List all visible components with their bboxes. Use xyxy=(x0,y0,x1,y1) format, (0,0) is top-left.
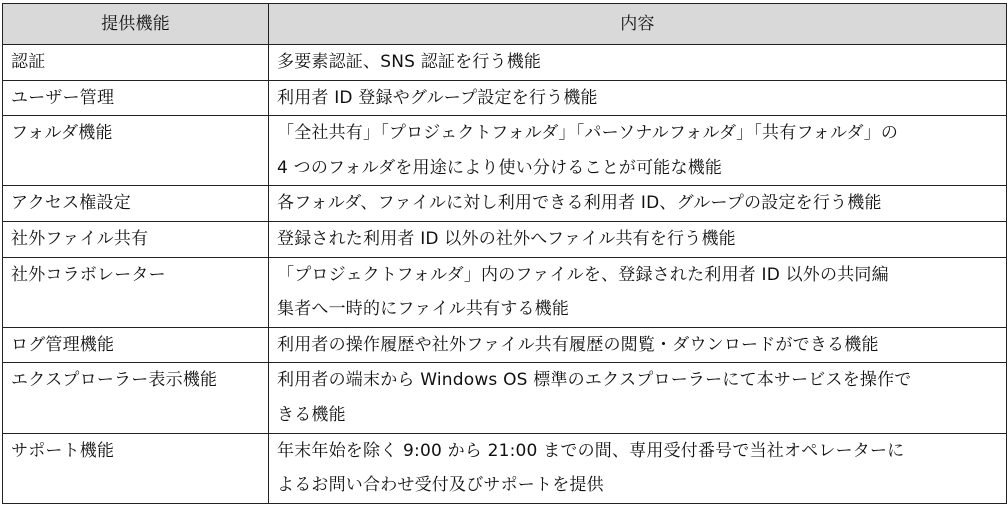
description-line: 4 つのフォルダを用途により使い分けることが可能な機能 xyxy=(277,157,723,178)
description-line: よるお問い合わせ受付及びサポートを提供 xyxy=(277,475,604,496)
feature-name-cell: エクスプローラー表示機能 xyxy=(3,363,269,433)
feature-name-cell: ユーザー管理 xyxy=(3,80,269,116)
feature-description-cell xyxy=(269,363,1007,433)
description-line: 各フォルダ、ファイルに対し利用できる利用者 ID、グループの設定を行う機能 xyxy=(277,193,882,214)
description-line: 「全社共有」「プロジェクトフォルダ」「パーソナルフォルダ」「共有フォルダ」の xyxy=(277,123,899,144)
table-row xyxy=(3,363,1007,433)
table-header-row xyxy=(3,4,1007,45)
table-row xyxy=(3,257,1007,327)
table-row xyxy=(3,186,1007,222)
description-line: 「プロジェクトフォルダ」内のファイルを、登録された利用者 ID 以外の共同編 xyxy=(277,264,889,285)
feature-name-cell: 社外コラボレーター xyxy=(3,257,269,327)
table-row xyxy=(3,327,1007,363)
column-header-feature: 提供機能 xyxy=(3,4,269,45)
feature-name-cell: アクセス権設定 xyxy=(3,186,269,222)
description-line: 登録された利用者 ID 以外の社外へファイル共有を行う機能 xyxy=(277,228,736,249)
feature-description-cell xyxy=(269,80,1007,116)
feature-description-cell xyxy=(269,116,1007,186)
column-header-content: 内容 xyxy=(269,4,1007,45)
feature-description-cell xyxy=(269,327,1007,363)
table-row xyxy=(3,116,1007,186)
feature-description-cell xyxy=(269,45,1007,81)
feature-description-cell xyxy=(269,433,1007,503)
description-line: 年末年始を除く 9:00 から 21:00 までの間、専用受付番号で当社オペレーターに xyxy=(277,440,905,461)
description-line: 多要素認証、SNS 認証を行う機能 xyxy=(277,52,542,72)
table-row xyxy=(3,80,1007,116)
feature-description-cell xyxy=(269,186,1007,222)
description-line: 利用者 ID 登録やグループ設定を行う機能 xyxy=(277,87,598,108)
description-line: 利用者の操作履歴や社外ファイル共有履歴の閲覧・ダウンロードができる機能 xyxy=(277,334,879,355)
feature-name-cell: 社外ファイル共有 xyxy=(3,221,269,257)
feature-table xyxy=(2,3,1007,504)
description-line: 集者へ一時的にファイル共有する機能 xyxy=(277,299,570,320)
description-line: 利用者の端末から Windows OS 標準のエクスプローラーにて本サービスを操作で xyxy=(277,370,912,391)
table-row xyxy=(3,221,1007,257)
table-row xyxy=(3,45,1007,81)
feature-name-cell: ログ管理機能 xyxy=(3,327,269,363)
description-line: きる機能 xyxy=(277,404,346,425)
feature-name-cell: フォルダ機能 xyxy=(3,116,269,186)
feature-name-cell: サポート機能 xyxy=(3,433,269,503)
table-row xyxy=(3,433,1007,503)
feature-description-cell xyxy=(269,221,1007,257)
feature-name-cell: 認証 xyxy=(3,45,269,81)
feature-description-cell xyxy=(269,257,1007,327)
